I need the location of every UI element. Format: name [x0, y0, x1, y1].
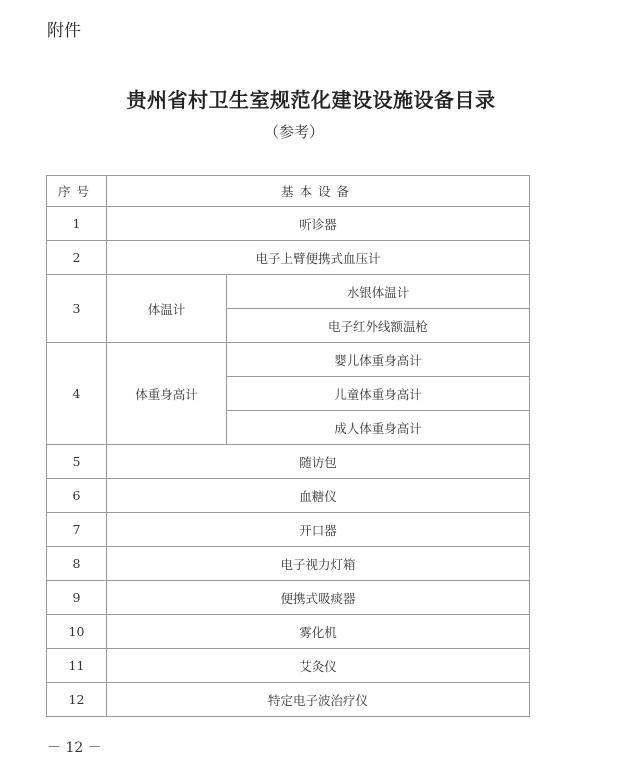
- row-subitem: 儿童体重身高计: [227, 377, 530, 411]
- row-index: 6: [47, 479, 107, 513]
- row-index: 7: [47, 513, 107, 547]
- row-subitem: 婴儿体重身高计: [227, 343, 530, 377]
- row-item: 特定电子波治疗仪: [107, 683, 530, 717]
- row-index: 10: [47, 615, 107, 649]
- row-item: 随访包: [107, 445, 530, 479]
- row-item: 电子上臂便携式血压计: [107, 241, 530, 275]
- table-row: [47, 343, 530, 377]
- row-category: 体重身高计: [107, 343, 227, 445]
- attachment-label: 附件: [47, 21, 81, 41]
- document-subtitle: （参考）: [263, 123, 324, 141]
- row-index: 4: [47, 343, 107, 445]
- equipment-table: [46, 175, 530, 717]
- row-item: 血糖仪: [107, 479, 530, 513]
- table-row: [47, 479, 530, 513]
- row-index: 1: [47, 207, 107, 241]
- row-item: 电子视力灯箱: [107, 547, 530, 581]
- header-index: 序号: [47, 176, 107, 207]
- row-index: 2: [47, 241, 107, 275]
- row-item: 艾灸仪: [107, 649, 530, 683]
- table-row: [47, 275, 530, 309]
- row-subitem: 成人体重身高计: [227, 411, 530, 445]
- row-index: 9: [47, 581, 107, 615]
- table-row: [47, 547, 530, 581]
- table-row: [47, 241, 530, 275]
- row-index: 12: [47, 683, 107, 717]
- table-row: [47, 649, 530, 683]
- page-number: － 12 －: [47, 740, 102, 756]
- row-item: 听诊器: [107, 207, 530, 241]
- table-row: [47, 207, 530, 241]
- table-row: [47, 513, 530, 547]
- document-title: 贵州省村卫生室规范化建设设施设备目录: [126, 88, 496, 112]
- header-equipment: 基本设备: [107, 176, 530, 207]
- row-index: 11: [47, 649, 107, 683]
- table-row: [47, 683, 530, 717]
- row-subitem: 水银体温计: [227, 275, 530, 309]
- row-category: 体温计: [107, 275, 227, 343]
- row-index: 3: [47, 275, 107, 343]
- table-row: [47, 445, 530, 479]
- row-item: 雾化机: [107, 615, 530, 649]
- row-item: 开口器: [107, 513, 530, 547]
- row-index: 8: [47, 547, 107, 581]
- table-row: [47, 581, 530, 615]
- table-header-row: [47, 176, 530, 207]
- table-row: [47, 615, 530, 649]
- row-item: 便携式吸痰器: [107, 581, 530, 615]
- row-index: 5: [47, 445, 107, 479]
- row-subitem: 电子红外线额温枪: [227, 309, 530, 343]
